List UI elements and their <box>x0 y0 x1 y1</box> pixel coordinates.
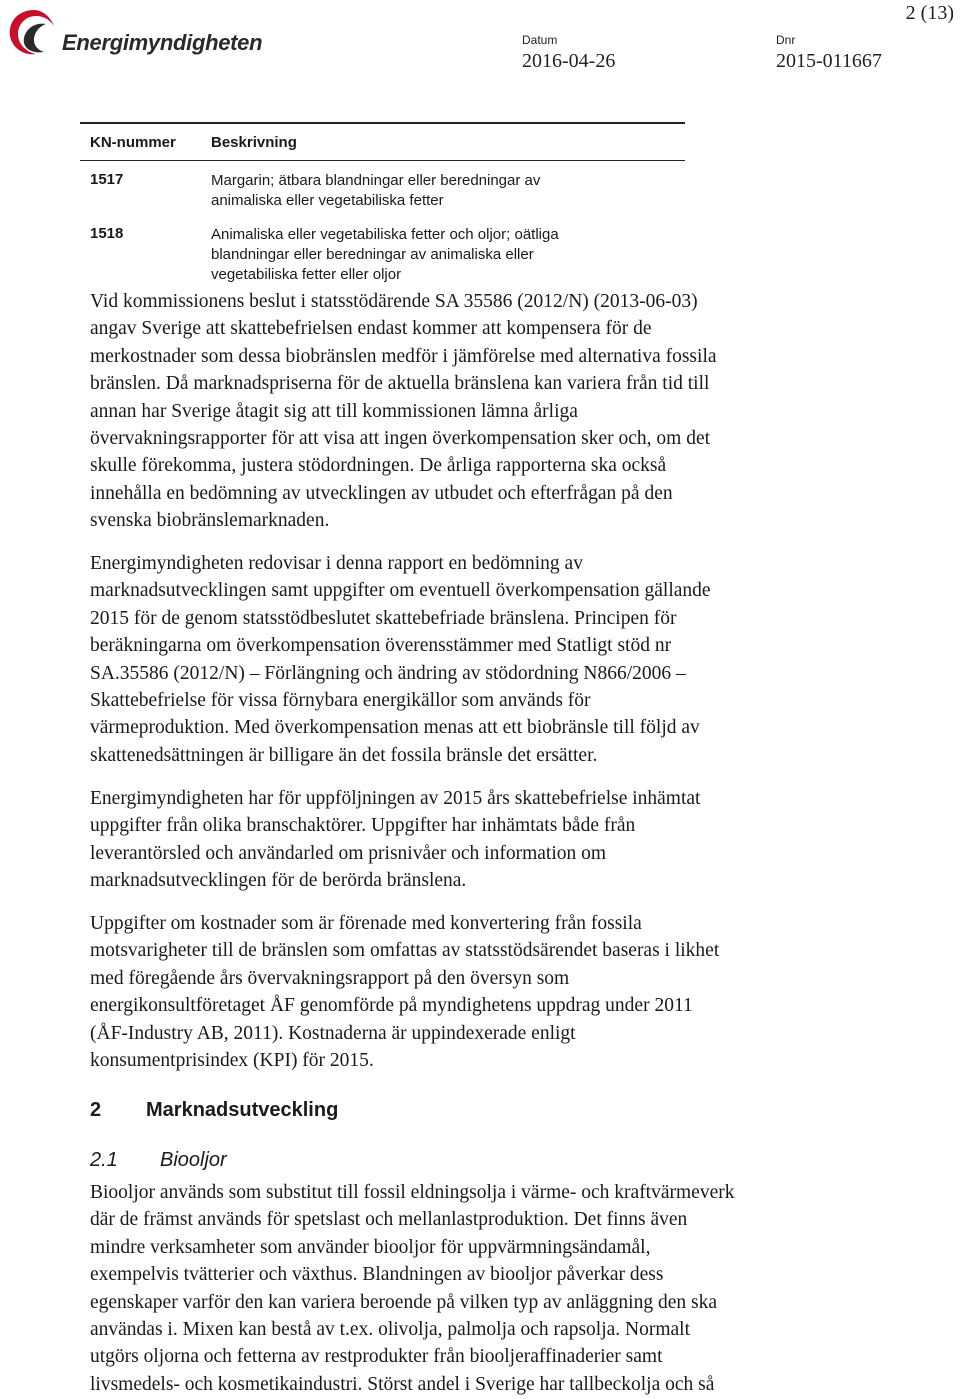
datum-label: Datum <box>522 33 558 47</box>
kn-code: 1517 <box>90 171 124 188</box>
text-line: innehålla en bedömning av utvecklingen av utbudet och efterfrågan på den <box>90 482 673 504</box>
text-line: (ÅF-Industry AB, 2011). Kostnaderna är uppindexerade enligt <box>90 1022 576 1044</box>
text-line: beräkningarna om överkompensation överensstämmer med Statligt stöd nr <box>90 635 672 657</box>
text-line: marknadsutvecklingen för de berörda bränslena. <box>90 870 467 892</box>
energimyndigheten-logo <box>4 4 263 64</box>
text-line: energikonsultföretaget ÅF genomförde på myndighetens uppdrag under 2011 <box>90 995 693 1017</box>
text-line: bränslen. Då marknadspriserna för de aktuella bränslena kan variera från tid till <box>90 373 710 395</box>
paragraph <box>90 288 890 535</box>
dnr-label: Dnr <box>776 33 796 47</box>
text-line: Energimyndigheten har för uppföljningen av 2015 års skattebefrielse inhämtat <box>90 788 701 809</box>
desc-line: blandningar eller beredningar av animaliska eller <box>211 246 534 263</box>
kn-description <box>211 225 631 285</box>
subsection-title: Biooljor <box>160 1149 227 1171</box>
text-line: mindre verksamheter som använder biooljor för uppvärmningsändamål, <box>90 1236 651 1258</box>
table-row <box>80 171 685 225</box>
table-row <box>80 225 685 285</box>
text-line: Biooljor används som substitut till fossil eldningsolja i värme- och kraftvärmeverk <box>90 1182 735 1203</box>
text-line: motsvarigheter till de bränslen som omfattas av statsstödsärendet baseras i likhet <box>90 940 720 962</box>
text-line: SA.35586 (2012/N) – Förlängning och ändring av stödordning N866/2006 – <box>90 662 686 684</box>
paragraph <box>90 785 890 895</box>
text-line: svenska biobränslemarknaden. <box>90 510 330 532</box>
text-line: skulle förekomma, justera stödordningen. De årliga rapporterna ska också <box>90 455 667 477</box>
desc-line: animaliska eller vegetabiliska fetter <box>211 192 444 209</box>
col-kn-nummer: KN-nummer <box>90 134 176 151</box>
paragraph <box>90 550 890 769</box>
kn-code: 1518 <box>90 225 124 242</box>
desc-line: vegetabiliska fetter eller oljor <box>211 266 402 283</box>
text-line: Skattebefrielse för vissa förnybara energikällor som används för <box>90 690 591 712</box>
kn-table <box>80 122 685 285</box>
text-line: värmeproduktion. Med överkompensation menas att ett biobränsle till följd av <box>90 717 700 739</box>
text-line: Vid kommissionens beslut i statsstödärende SA 35586 (2012/N) (2013-06-03) <box>90 291 698 312</box>
kn-table-header <box>80 122 685 161</box>
text-line: Energimyndigheten redovisar i denna rapport en bedömning av <box>90 553 583 574</box>
text-line: Uppgifter om kostnader som är förenade med konvertering från fossila <box>90 913 642 934</box>
logo-swirl-icon <box>4 4 64 64</box>
text-line: övervakningsrapporter för att visa att ingen överkompensation sker och, om det <box>90 428 711 450</box>
section-title: Marknadsutveckling <box>146 1099 339 1121</box>
text-line: med föregående års övervakningsrapport på den översyn som <box>90 967 570 989</box>
text-line: konsumentprisindex (KPI) för 2015. <box>90 1050 374 1072</box>
text-line: där de främst används för spetslast och mellanlastproduktion. Det finns även <box>90 1209 688 1231</box>
text-line: egenskaper varför den kan variera beroende på vilken typ av anläggning den ska <box>90 1291 717 1313</box>
paragraph <box>90 910 890 1074</box>
text-line: 2015 för de genom statsstödbeslutet skattebefriade bränslena. Principen för <box>90 607 677 629</box>
text-line: leverantörsled och användarled om prisnivåer och information om <box>90 842 607 864</box>
datum-value: 2016-04-26 <box>522 50 616 72</box>
text-line: användas i. Mixen kan bestå av t.ex. olivolja, palmolja och rapsolja. Normalt <box>90 1319 691 1341</box>
subsection-number: 2.1 <box>90 1149 118 1171</box>
text-line: livsmedels- och kosmetikaindustri. Störst andel i Sverige har tallbeckolja och så <box>90 1373 715 1395</box>
text-line: angav Sverige att skattebefrielsen endast kommer att kompensera för de <box>90 318 652 340</box>
text-line: annan har Sverige åtagit sig att till kommissionen lämna årliga <box>90 400 578 422</box>
text-line: skattenedsättningen är billigare än det fossila bränsle det ersätter. <box>90 744 598 766</box>
page-number: 2 (13) <box>905 2 954 24</box>
section-heading <box>90 1099 338 1122</box>
section-number: 2 <box>90 1099 102 1121</box>
text-line: merkostnader som dessa biobränslen medför i jämförelse med alternativa fossila <box>90 345 717 367</box>
desc-line: Animaliska eller vegetabiliska fetter och oljor; oätliga <box>211 226 559 243</box>
logo-text: Energimyndigheten <box>62 30 263 55</box>
desc-line: Margarin; ätbara blandningar eller beredningar av <box>211 172 541 189</box>
kn-description <box>211 171 631 211</box>
col-beskrivning: Beskrivning <box>211 134 297 151</box>
dnr-value: 2015-011667 <box>776 50 882 72</box>
text-line: utgörs oljorna och fetterna av restprodukter från biooljeraffinaderier samt <box>90 1346 663 1368</box>
subsection-heading <box>90 1149 227 1172</box>
text-line: marknadsutvecklingen samt uppgifter om eventuell överkompensation gällande <box>90 580 711 602</box>
text-line: uppgifter från olika branschaktörer. Uppgifter har inhämtats både från <box>90 815 636 837</box>
text-line: exempelvis tvätterier och växthus. Blandningen av biooljor påverkar dess <box>90 1264 664 1286</box>
paragraph <box>90 1179 890 1398</box>
